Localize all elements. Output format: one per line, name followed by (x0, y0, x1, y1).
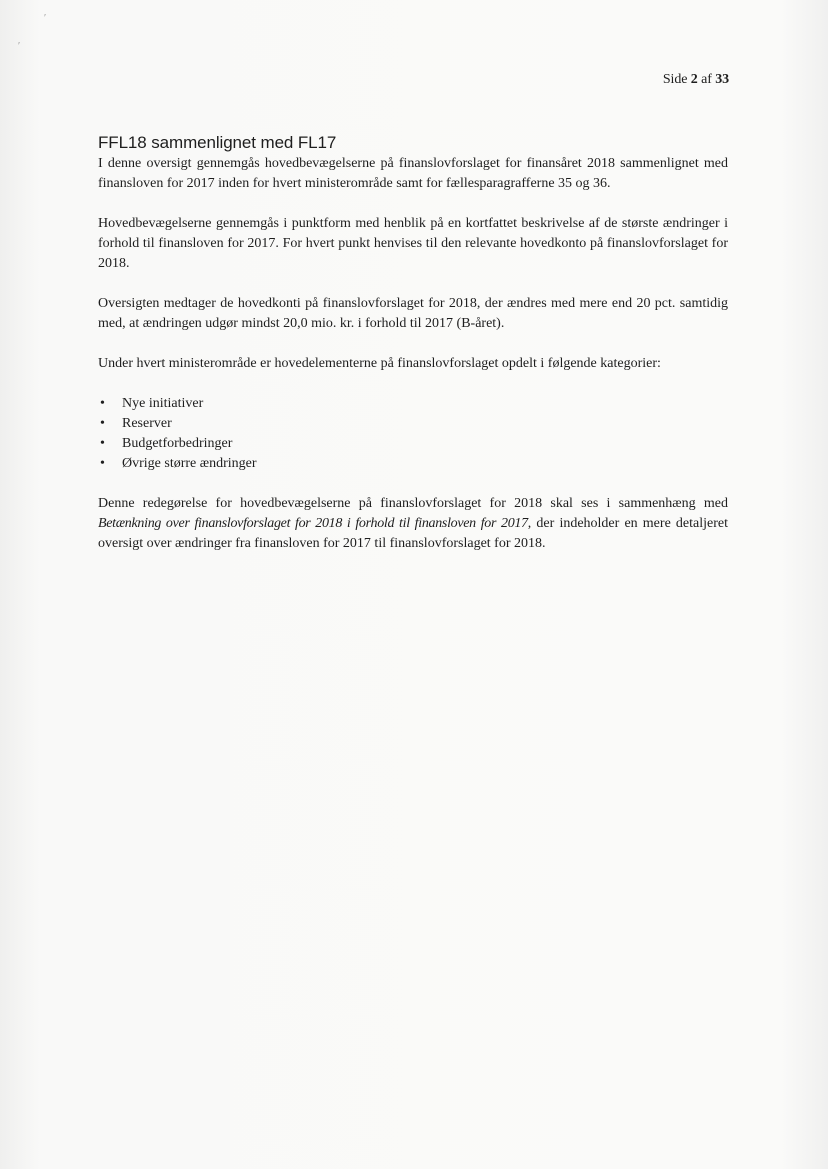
paragraph-intro: I denne oversigt gennemgås hovedbevægelserne på finanslovforslaget for finansåret 2018 sammenlignet med finansloven for 2017 inden for hvert ministerområde samt for fællesparagrafferne 35 og 36. (98, 156, 728, 191)
paragraph-categories-intro: Under hvert ministerområde er hovedelementerne på finanslovforslaget opdelt i følgende kategorier: (98, 356, 661, 371)
paragraph-closing (98, 494, 728, 554)
bullet-icon: • (100, 436, 105, 451)
page-number-current: 2 (690, 72, 698, 87)
report-reference: Betænkning over finanslovforslaget for 2018 i forhold til finansloven for 2017 (98, 516, 528, 531)
page-number-separator: af (701, 72, 712, 87)
bullet-icon: • (100, 416, 105, 431)
document-body (98, 132, 728, 554)
scan-speck: ʹ (44, 13, 47, 24)
paragraph-scope: Oversigten medtager de hovedkonti på finanslovforslaget for 2018, der ændres med mere end 20 pct. samtidig med, at ændringen udgør mindst 20,0 mio. kr. i forhold til 2017 (B-året). (98, 296, 728, 331)
list-item (98, 434, 728, 454)
list-item-label: Reserver (122, 416, 172, 431)
closing-text-before: Denne redegørelse for hovedbevægelserne på finanslovforslaget for 2018 skal ses i sammenhæng med (98, 496, 728, 511)
page-number-total: 33 (715, 72, 729, 87)
scan-speck: ʹ (18, 41, 21, 52)
page-number (663, 72, 729, 88)
list-item-label: Øvrige større ændringer (122, 456, 257, 471)
list-item (98, 454, 728, 474)
list-item (98, 414, 728, 434)
paragraph-method: Hovedbevægelserne gennemgås i punktform med henblik på en kortfattet beskrivelse af de største ændringer i forhold til finansloven for 2017. For hvert punkt henvises til den relevante hovedkonto på finanslovforslaget for 2018. (98, 216, 728, 271)
list-item-label: Nye initiativer (122, 396, 204, 411)
list-item (98, 394, 728, 414)
list-item-label: Budgetforbedringer (122, 436, 233, 451)
page-number-prefix: Side (662, 72, 688, 87)
closing-text-after: , der indeholder en mere detaljeret oversigt over ændringer fra finansloven for 2017 til finanslovforslaget for 2018. (98, 516, 728, 551)
bullet-icon: • (100, 396, 105, 411)
bullet-icon: • (100, 456, 105, 471)
section-heading: FFL18 sammenlignet med FL17 (98, 133, 337, 152)
category-list (98, 394, 728, 474)
